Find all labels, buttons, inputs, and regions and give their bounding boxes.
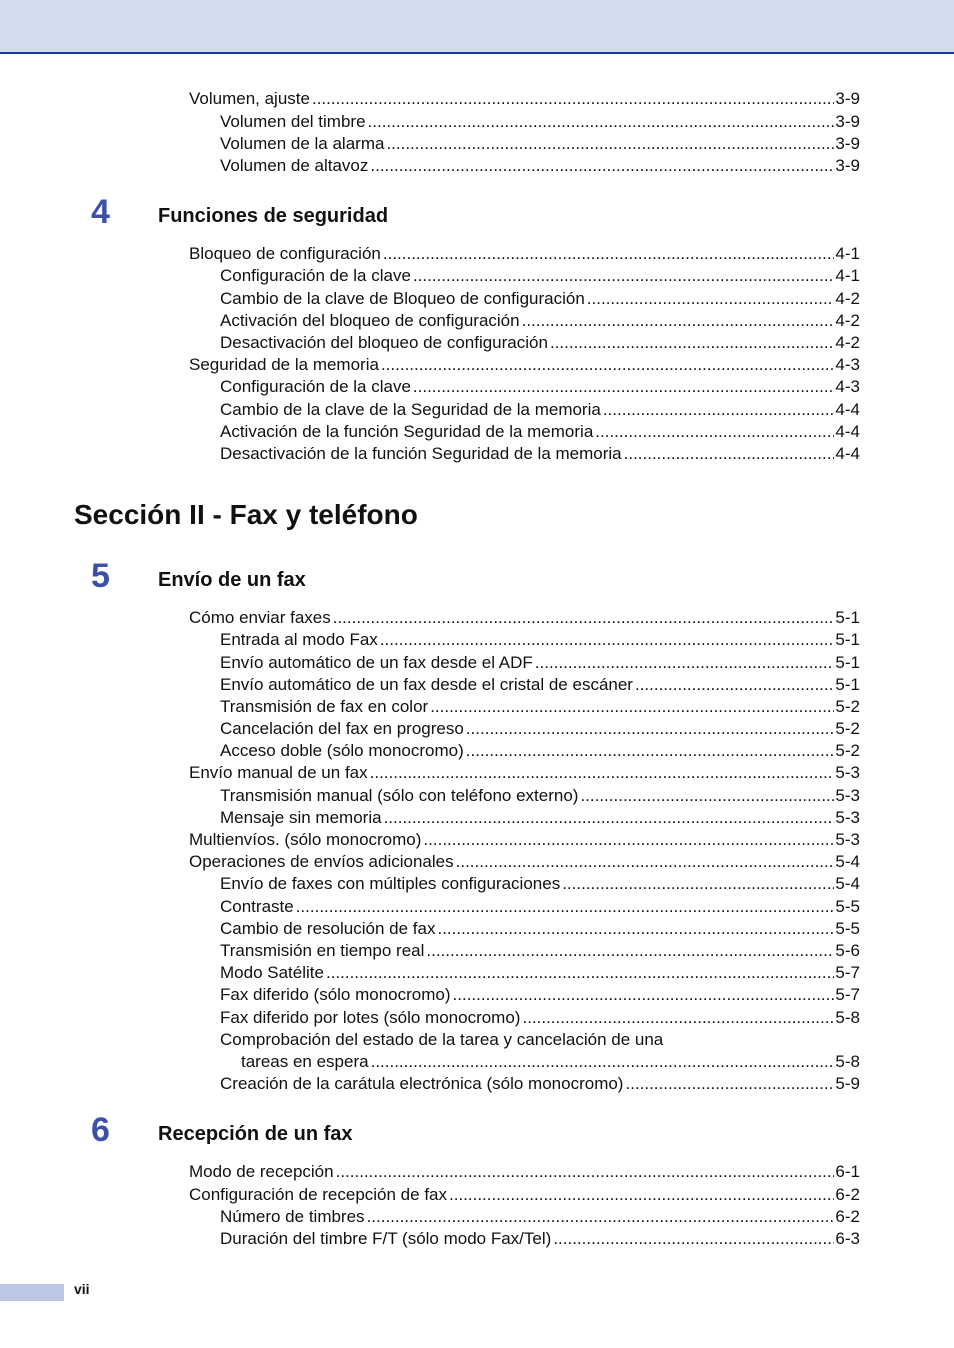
- toc-leader-dots: [413, 377, 835, 397]
- toc-entry[interactable]: [241, 1052, 860, 1072]
- toc-entry-title: Envío automático de un fax desde el ADF: [220, 653, 533, 672]
- toc-entry[interactable]: [220, 653, 860, 673]
- toc-page-number: 5-3: [835, 830, 860, 849]
- toc-entry-title: Cancelación del fax en progreso: [220, 719, 464, 738]
- toc-entry-title: Cambio de resolución de fax: [220, 919, 436, 938]
- toc-entry[interactable]: [220, 311, 860, 331]
- toc-entry[interactable]: [220, 289, 860, 309]
- header-band: [0, 0, 954, 54]
- toc-entry-title: Modo de recepción: [189, 1162, 334, 1181]
- toc-entry-title: Operaciones de envíos adicionales: [189, 852, 454, 871]
- chapter-number: 5: [91, 557, 110, 595]
- toc-leader-dots: [326, 963, 834, 983]
- toc-page-number: 4-2: [835, 333, 860, 352]
- toc-entry-title: Volumen de altavoz: [220, 156, 369, 175]
- toc-page-number: 6-3: [835, 1229, 860, 1248]
- toc-page-number: 5-5: [835, 919, 860, 938]
- toc-entry[interactable]: [220, 941, 860, 961]
- toc-entry-title: Transmisión manual (sólo con teléfono externo): [220, 786, 579, 805]
- toc-entry[interactable]: [189, 830, 860, 850]
- toc-entry-title: Transmisión de fax en color: [220, 697, 429, 716]
- toc-page-number: 6-2: [835, 1207, 860, 1226]
- toc-page-number: 5-1: [835, 630, 860, 649]
- toc-leader-dots: [384, 808, 835, 828]
- toc-leader-dots: [449, 1185, 834, 1205]
- toc-entry[interactable]: [220, 630, 860, 650]
- toc-page-number: 5-5: [835, 897, 860, 916]
- toc-entry[interactable]: [220, 1229, 860, 1249]
- toc-page-number: 5-1: [835, 675, 860, 694]
- toc-leader-dots: [386, 134, 834, 154]
- toc-entry-title: Transmisión en tiempo real: [220, 941, 425, 960]
- chapter-title[interactable]: Envío de un fax: [158, 569, 306, 591]
- toc-entry[interactable]: [189, 355, 860, 375]
- toc-leader-dots: [522, 1008, 834, 1028]
- section-title[interactable]: Sección II - Fax y teléfono: [74, 499, 418, 530]
- toc-entry-title: Volumen del timbre: [220, 112, 366, 131]
- toc-leader-dots: [426, 941, 834, 961]
- toc-entry[interactable]: [220, 1008, 860, 1028]
- toc-leader-dots: [371, 1052, 835, 1072]
- toc-entry-title: Volumen, ajuste: [189, 89, 310, 108]
- toc-leader-dots: [595, 422, 834, 442]
- toc-entry[interactable]: [189, 1162, 860, 1182]
- toc-entry-title: tareas en espera: [241, 1052, 369, 1071]
- toc-page-number: 4-3: [835, 355, 860, 374]
- toc-leader-dots: [587, 289, 835, 309]
- toc-entry-title: Número de timbres: [220, 1207, 365, 1226]
- toc-page-number: 4-3: [835, 377, 860, 396]
- toc-entry-title: Entrada al modo Fax: [220, 630, 378, 649]
- toc-page-number: 4-2: [835, 311, 860, 330]
- toc-page-number: 5-4: [835, 874, 860, 893]
- toc-page-number: 5-3: [835, 763, 860, 782]
- toc-entry-title: Activación del bloqueo de configuración: [220, 311, 520, 330]
- toc-leader-dots: [423, 830, 834, 850]
- toc-entry[interactable]: [220, 1207, 860, 1227]
- chapter-number: 4: [91, 193, 110, 231]
- toc-page-number: 4-4: [835, 422, 860, 441]
- toc-entry-title-wrapped[interactable]: Comprobación del estado de la tarea y cancelación de una: [220, 1030, 664, 1049]
- toc-leader-dots: [333, 608, 835, 628]
- toc-entry-title: Cambio de la clave de la Seguridad de la memoria: [220, 400, 601, 419]
- toc-leader-dots: [553, 1229, 834, 1249]
- toc-entry-title: Fax diferido por lotes (sólo monocromo): [220, 1008, 521, 1027]
- toc-page-number: 5-2: [835, 697, 860, 716]
- chapter-number: 6: [91, 1111, 110, 1149]
- toc-page-number: 4-1: [835, 266, 860, 285]
- toc-entry-title: Fax diferido (sólo monocromo): [220, 985, 451, 1004]
- toc-entry[interactable]: [220, 266, 860, 286]
- toc-page-number: 5-2: [835, 719, 860, 738]
- toc-entry[interactable]: [220, 919, 860, 939]
- toc-page-number: 5-3: [835, 808, 860, 827]
- toc-entry-title: Configuración de la clave: [220, 377, 411, 396]
- toc-leader-dots: [635, 675, 834, 695]
- toc-page-number: 6-1: [835, 1162, 860, 1181]
- toc-entry[interactable]: [189, 608, 860, 628]
- toc-page-number: 5-1: [835, 608, 860, 627]
- toc-entry[interactable]: [220, 444, 860, 464]
- toc-entry-title: Configuración de recepción de fax: [189, 1185, 447, 1204]
- toc-leader-dots: [562, 874, 834, 894]
- toc-page-number: 4-1: [835, 244, 860, 263]
- toc-entry[interactable]: [220, 333, 860, 353]
- toc-entry-title: Desactivación del bloqueo de configuración: [220, 333, 548, 352]
- toc-page-number: 3-9: [835, 134, 860, 153]
- toc-entry[interactable]: [189, 89, 860, 109]
- toc-page-number: 4-2: [835, 289, 860, 308]
- toc-entry-title: Envío manual de un fax: [189, 763, 368, 782]
- toc-entry[interactable]: [220, 719, 860, 739]
- toc-entry[interactable]: [189, 763, 860, 783]
- toc-page-number: 3-9: [835, 112, 860, 131]
- toc-leader-dots: [383, 244, 835, 264]
- toc-entry-title: Desactivación de la función Seguridad de la memoria: [220, 444, 622, 463]
- toc-leader-dots: [466, 741, 835, 761]
- toc-page-number: 5-7: [835, 985, 860, 1004]
- toc-leader-dots: [535, 653, 835, 673]
- toc-page-number: 4-4: [835, 444, 860, 463]
- toc-page-number: 5-9: [835, 1074, 860, 1093]
- toc-entry[interactable]: [220, 697, 860, 717]
- toc-page-number: 4-4: [835, 400, 860, 419]
- toc-page-number: 5-3: [835, 786, 860, 805]
- toc-leader-dots: [437, 919, 834, 939]
- toc-leader-dots: [580, 786, 834, 806]
- toc-entry-title: Contraste: [220, 897, 294, 916]
- toc-leader-dots: [380, 630, 835, 650]
- toc-entry[interactable]: [220, 422, 860, 442]
- toc-leader-dots: [368, 112, 835, 132]
- toc-entry-title: Duración del timbre F/T (sólo modo Fax/Tel): [220, 1229, 552, 1248]
- toc-page-number: 5-7: [835, 963, 860, 982]
- toc-entry-title: Bloqueo de configuración: [189, 244, 381, 263]
- toc-entry-title: Seguridad de la memoria: [189, 355, 379, 374]
- toc-entry[interactable]: [189, 244, 860, 264]
- toc-entry[interactable]: [220, 112, 860, 132]
- toc-entry-title: Creación de la carátula electrónica (sólo monocromo): [220, 1074, 624, 1093]
- toc-leader-dots: [367, 1207, 835, 1227]
- toc-entry-title: Cambio de la clave de Bloqueo de configuración: [220, 289, 585, 308]
- toc-entry-title: Volumen de la alarma: [220, 134, 385, 153]
- toc-entry[interactable]: [220, 985, 860, 1005]
- toc-page-number: 6-2: [835, 1185, 860, 1204]
- toc-entry-title: Multienvíos. (sólo monocromo): [189, 830, 422, 849]
- toc-entry[interactable]: [220, 897, 860, 917]
- chapter-title[interactable]: Funciones de seguridad: [158, 205, 389, 227]
- toc-entry-title: Activación de la función Seguridad de la memoria: [220, 422, 594, 441]
- toc-entry[interactable]: [220, 377, 860, 397]
- toc-leader-dots: [624, 444, 835, 464]
- toc-entry[interactable]: [220, 675, 860, 695]
- toc-entry[interactable]: [189, 1185, 860, 1205]
- toc-leader-dots: [413, 266, 835, 286]
- toc-leader-dots: [370, 156, 834, 176]
- toc-entry[interactable]: [220, 963, 860, 983]
- toc-entry-title: Envío de faxes con múltiples configuraciones: [220, 874, 561, 893]
- toc-entry-title: Envío automático de un fax desde el cristal de escáner: [220, 675, 633, 694]
- chapter-title[interactable]: Recepción de un fax: [158, 1123, 353, 1145]
- toc-leader-dots: [336, 1162, 835, 1182]
- toc-entry[interactable]: [220, 808, 860, 828]
- toc-page-number: 5-8: [835, 1008, 860, 1027]
- toc-entry[interactable]: [220, 156, 860, 176]
- toc-entry-title: Configuración de la clave: [220, 266, 411, 285]
- toc-leader-dots: [453, 985, 835, 1005]
- toc-entry[interactable]: [189, 852, 860, 872]
- footer-page-number: vii: [74, 1281, 90, 1297]
- toc-leader-dots: [456, 852, 835, 872]
- toc-page-number: 5-4: [835, 852, 860, 871]
- toc-leader-dots: [430, 697, 834, 717]
- toc-leader-dots: [466, 719, 835, 739]
- toc-leader-dots: [603, 400, 835, 420]
- toc-leader-dots: [296, 897, 835, 917]
- footer-bar: [0, 1284, 64, 1301]
- toc-page-number: 3-9: [835, 156, 860, 175]
- toc-entry-title: Cómo enviar faxes: [189, 608, 331, 627]
- toc-entry-title: Acceso doble (sólo monocromo): [220, 741, 464, 760]
- toc-entry[interactable]: [220, 786, 860, 806]
- toc-entry[interactable]: [220, 400, 860, 420]
- toc-entry-title: Modo Satélite: [220, 963, 324, 982]
- toc-page-number: 5-1: [835, 653, 860, 672]
- toc-entry[interactable]: [220, 874, 860, 894]
- toc-leader-dots: [522, 311, 835, 331]
- toc-leader-dots: [625, 1074, 834, 1094]
- toc-leader-dots: [370, 763, 835, 783]
- toc-leader-dots: [381, 355, 834, 375]
- toc-leader-dots: [312, 89, 834, 109]
- toc-entry[interactable]: [220, 741, 860, 761]
- toc-page-number: 5-2: [835, 741, 860, 760]
- toc-page-number: 5-8: [835, 1052, 860, 1071]
- toc-page-number: 5-6: [835, 941, 860, 960]
- toc-page-number: 3-9: [835, 89, 860, 108]
- toc-entry[interactable]: [220, 1074, 860, 1094]
- toc-entry-title: Mensaje sin memoria: [220, 808, 382, 827]
- toc-entry[interactable]: [220, 134, 860, 154]
- toc-leader-dots: [550, 333, 834, 353]
